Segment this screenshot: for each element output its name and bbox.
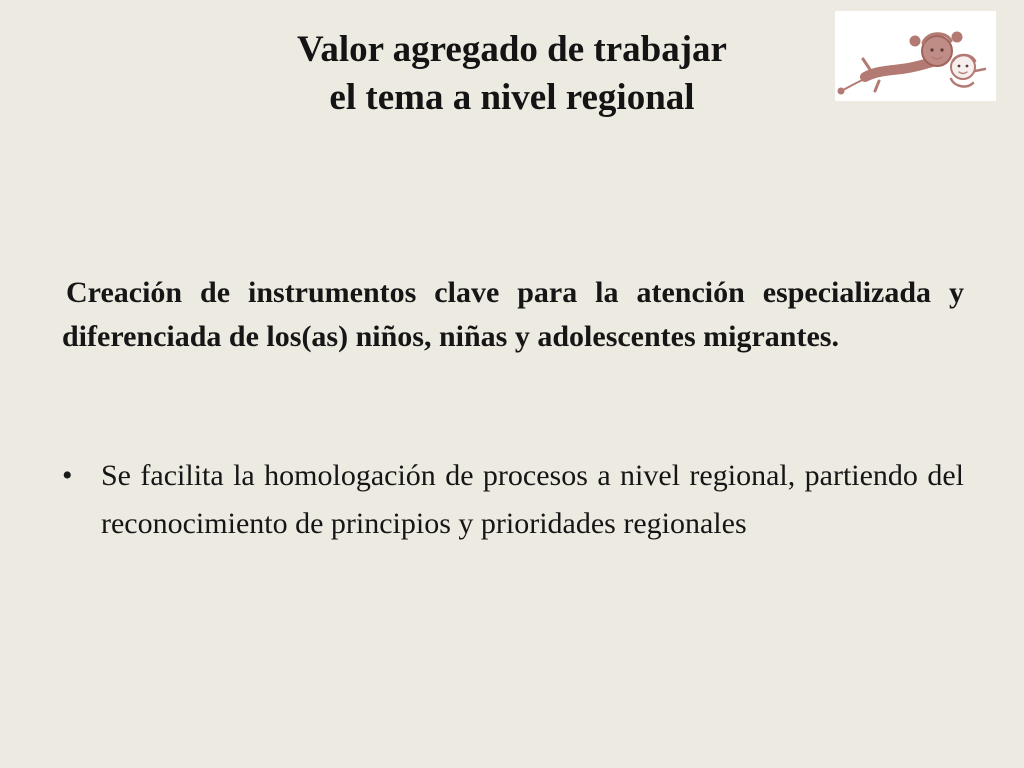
title-line-1: Valor agregado de trabajar [297, 29, 727, 70]
bullet-text: Se facilita la homologación de procesos a nivel regional, partiendo del reconocimiento de principios y prioridades regionales [101, 459, 964, 540]
children-logo [835, 11, 996, 101]
bullet-item [62, 452, 964, 548]
slide-title [150, 26, 874, 122]
children-drawing-icon [835, 11, 996, 101]
title-line-2: el tema a nivel regional [329, 77, 695, 118]
bullet-marker: • [62, 459, 73, 492]
lead-paragraph: Creación de instrumentos clave para la atención especializada y diferenciada de los(as) niños, niñas y adolescentes migrantes. [62, 276, 964, 353]
